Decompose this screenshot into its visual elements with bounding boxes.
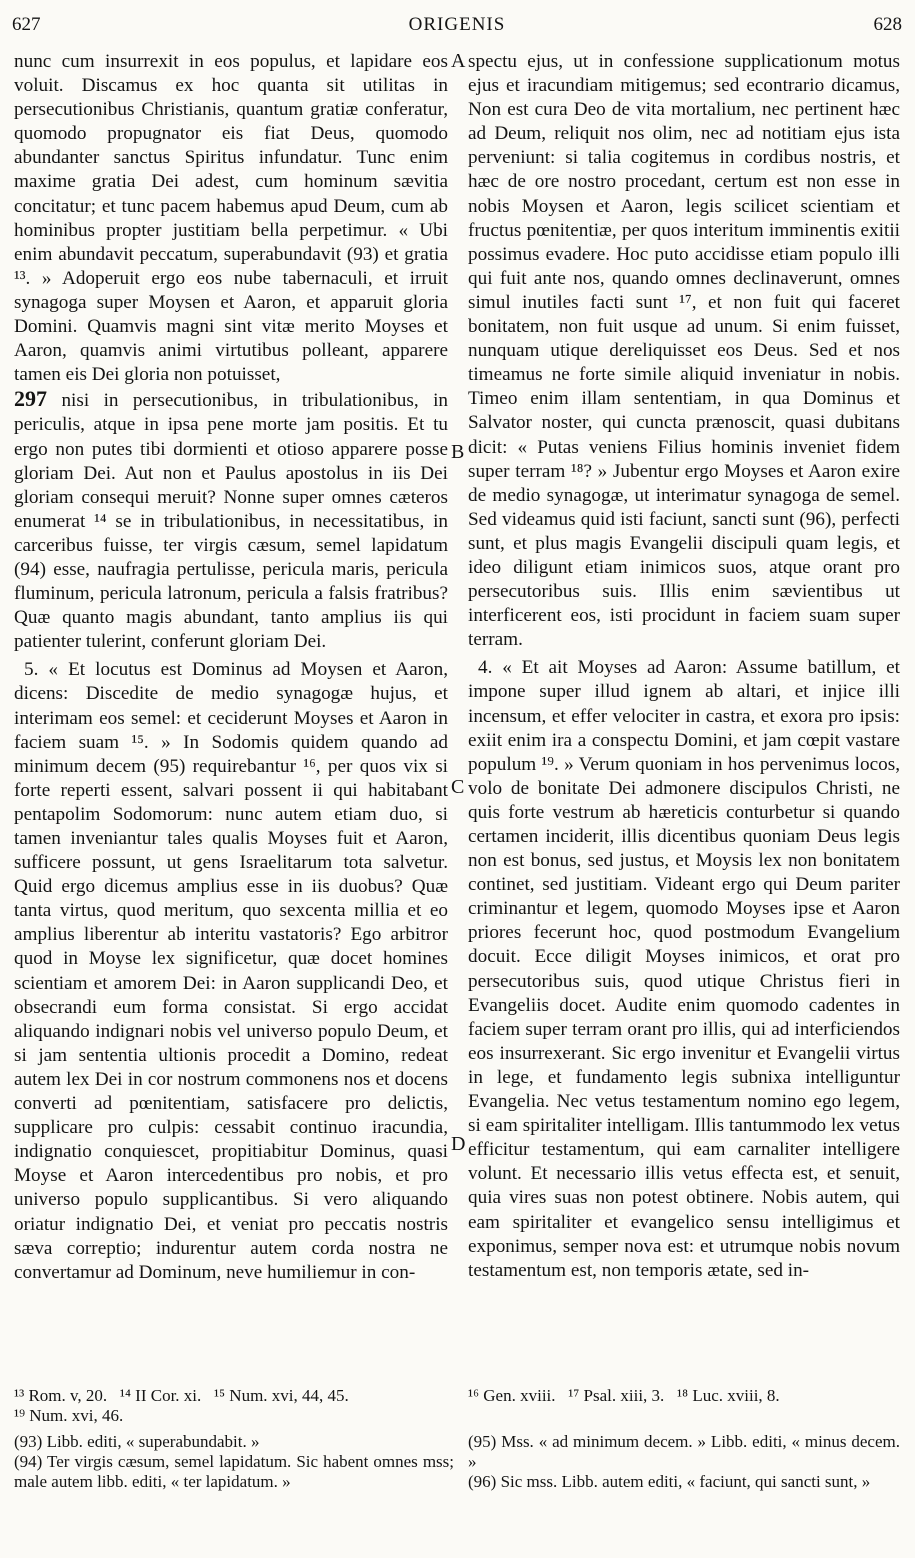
note-95: (95) Mss. « ad minimum decem. » Libb. editi, « minus decem. » <box>468 1432 900 1471</box>
left-paragraph-1: nunc cum insurrexit in eos populus, et lapidare eos voluit. Discamus ex hoc quanta sit utilitas in persecutionibus Christianis, quantum gratiæ conferatur, quomodo propugnator eis fiat Deus, quomodo abundanter sanctus Spiritus infundatur. Tunc enim maxime gratia Dei adest, cum hominum sævitia concitatur; et tunc pacem habemus apud Deum, cum ab hominibus propter justitiam bella perpetimur. « Ubi enim abundavit peccatum, superabundavit (93) et gratia ¹³. » Adoperuit ergo eos nube tabernaculi, et irruit synagoga super Moysen et Aaron, et apparuit gloria Domini. Quamvis magni sint vitæ merito Moyses et Aaron, quamvis animi virtutibus polleant, apparere tamen eis Dei gloria non potuisset, <box>14 51 448 386</box>
margin-page-number: 297 <box>14 386 47 412</box>
footnotes-left <box>14 1386 454 1492</box>
section-marker-c: C <box>451 776 465 798</box>
section-marker-b: B <box>451 441 465 463</box>
section-marker-a: A <box>451 50 466 72</box>
footnote-refs-right: ¹⁶ Gen. xviii. ¹⁷ Psal. xiii, 3. ¹⁸ Luc. xviii, 8. <box>468 1386 780 1405</box>
running-title: ORIGENIS <box>408 14 506 35</box>
right-paragraph-2: 4. « Et ait Moyses ad Aaron: Assume batillum, et impone super illud ignem ab altari, et injice illi incensum, et effer velociter in castra, et exora pro ipsis: exiit enim ira a conspectu Domini, et jam cœpit vastare populum ¹⁹. » Verum quoniam in hos pervenimus locos, volo de bonitate Dei admonere discipulos Christi, ne quis forte vestrum ab hæreticis conturbetur si quando certamen inciderit, illis dicentibus quoniam Deus legis non est bonus, sed justus, et Moysis lex non bonitatem continet, sed justitiam. Videant ergo qui Deum pariter criminantur et legem, quomodo Moyses ipse et Aaron priores fecerunt hoc, quod postmodum Evangelium docuit. Ecce diligit Moyses inimicos, et orat pro persecutoribus suis, quod utique Christus fieri in Evangeliis docet. Audite enim quomodo cadentes in faciem super terram orant pro illis, qui ad interficiendos eos insurrexerant. Sic ergo invenitur et Evangelii virtus in lege, et fundamento legis subnixa intelliguntur Evangelia. Nec vetus testamentum nomino ego legem, si eam spiritaliter intelligam. Illis tantummodo lex vetus efficitur testamentum, qui eam carnaliter intelligere volunt. Et necessario illis vetus effecta est, et senuit, quia vires suas non potest obtinere. Nobis autem, qui eam spiritaliter et evangelico sensu intelligimus et exponimus, semper nova est: et utrumque nobis novum testamentum est, non temporis ætate, sed in- <box>468 657 900 1281</box>
right-column <box>468 50 900 1283</box>
note-93: (93) Libb. editi, « superabundabit. » <box>14 1432 260 1451</box>
page-number-left: 627 <box>12 14 41 35</box>
page-number-right: 628 <box>873 14 902 35</box>
page-header <box>12 14 902 40</box>
left-paragraph-2: 5. « Et locutus est Dominus ad Moysen et Aaron, dicens: Discedite de medio synagogæ hujus, et interimam eos semel: et ceciderunt Moyses et Aaron in faciem suam ¹⁵. » In Sodomis quidem quando ad minimum decem (95) requirebantur ¹⁶, per quos vix si forte reperti essent, salvari possent ii qui habitabant pentapolim Sodomorum: nunc autem etiam duo, si tamen inveniantur tales qualis Moyses fuit et Aaron, sufficere possunt, ut gens Israelitarum tota salvetur. Quid ergo dicemus amplius esse in iis duobus? Quæ tanta virtus, quod meritum, quo sexcenta millia et eo amplius liberentur ab interitu vastatoris? Ego arbitror quod in Moyse lex significetur, quæ docet homines scientiam et amorem Dei: in Aaron supplicandi Deo, et obsecrandi eum forma consistat. Si ergo accidat aliquando indignari nobis vel universo populo Deum, et si jam sententia ultionis procedit a Domino, redeat autem lex Dei in cor nostrum commonens nos et docens converti ad pœnitentiam, satisfacere pro delictis, supplicare pro culpis: cessabit continuo iracundia, indignatio conquiescet, propitiabitur Dominus, quasi Moyse et Aaron intercedentibus pro nobis, et pro universo populo supplicantibus. Si vero aliquando oriatur indignatio Dei, et veniat pro peccatis nostris sæva correptio; indurentur autem corda nostra ne convertamur ad Dominum, neve humiliemur in con- <box>14 659 448 1283</box>
note-94: (94) Ter virgis cæsum, semel lapidatum. Sic habent omnes mss; male autem libb. editi, « ter lapidatum. » <box>14 1452 454 1491</box>
left-column <box>14 50 448 1285</box>
left-paragraph-1-cont: nisi in persecutionibus, in tribulationibus, in periculis, atque in ipsa pene morte jam positis. Et tu ergo non putes tibi dormienti et otioso apparere posse gloriam Dei. Aut non et Paulus apostolus in iis Dei gloriam consequi meruit? Nonne super omnes cæteros enumerat ¹⁴ se in tribulationibus, in necessitatibus, in carceribus fuisse, ter virgis cæsum, semel lapidatum (94) esse, naufragia pertulisse, pericula maris, pericula fluminum, pericula latronum, pericula a falsis fratribus? Quæ quanto magis abundant, tanto amplius iis qui patienter tulerint, conferunt gloriam Dei. <box>14 390 448 653</box>
footnotes-right <box>468 1386 900 1492</box>
note-96: (96) Sic mss. Libb. autem editi, « faciunt, qui sancti sunt, » <box>468 1472 871 1491</box>
right-paragraph-1: spectu ejus, ut in confessione supplicationum motus ejus et iracundiam mitigemus; sed econtrario dicamus, Non est cura Deo de vita mortalium, nec pertinent hæc ad Deum, reliquit nos olim, nec ad notitiam ejus ista perveniunt: si talia cogitemus in cordibus nostris, et hæc de ore nostro procedant, certum est non esse in nobis Moysen et Aaron, legis scilicet scientiam et fructus pœnitentiæ, per quos interitum imminentis exitii possimus evadere. Hoc puto accidisse etiam populo illi qui fuit ante nos, quando omnes declinaverunt, omnes simul inutiles facti sunt ¹⁷, et non fuit qui faceret bonitatem, non fuit usque ad unum. Si enim fuisset, nunquam utique dereliquisset eos Deus. Sed et nos timeamus ne forte simile aliquid inveniatur in nobis. Timeo enim illam sententiam, in qua Dominus et Salvator noster, qui cuncta prænoscit, quasi dubitans dicit: « Putas veniens Filius hominis inveniet fidem super terram ¹⁸? » Jubentur ergo Moyses et Aaron exire de medio synagogæ, ut interimatur synagoga de semel. Sed videamus quid isti faciunt, sancti sunt (96), perfecti sunt, et plus magis Evangelii discipuli quam legis, et ideo diligunt etiam inimicos suos, atque orant pro persecutoribus suis. Illis enim sævientibus ut interficerent eos, isti procidunt in faciem suam super terram. <box>468 51 900 651</box>
footnote-refs-left: ¹³ Rom. v, 20. ¹⁴ II Cor. xi. ¹⁵ Num. xvi, 44, 45. ¹⁹ Num. xvi, 46. <box>14 1386 349 1425</box>
section-marker-d: D <box>451 1133 466 1155</box>
